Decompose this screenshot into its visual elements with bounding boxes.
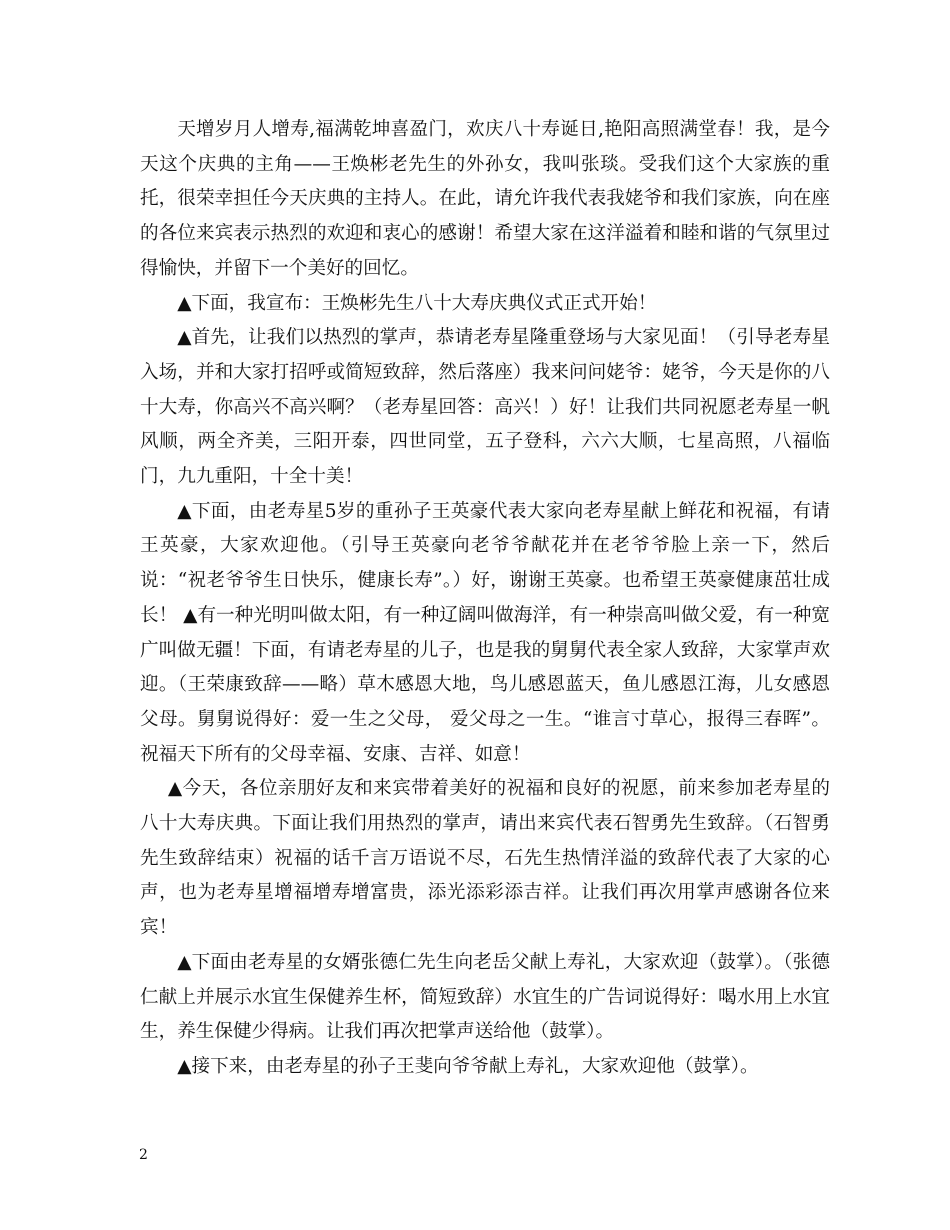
paragraph-opening: 天增岁月人增寿,福满乾坤喜盈门，欢庆八十寿诞日,艳阳高照满堂春！我，是今天这个庆典的主角——王焕彬老先生的外孙女，我叫张琰。受我们这个大家族的重托，很荣幸担任今天庆典的主持人。在此，请允许我代表我姥爷和我们家族，向在座的各位来宾表示热烈的欢迎和衷心的感谢！希望大家在这洋溢着和睦和谐的气氛里过得愉快，并留下一个美好的回忆。 [140,119,830,279]
paragraph-grandson-gift: ▲接下来，由老寿星的孙子王斐向爷爷献上寿礼，大家欢迎他（鼓掌）。 [177,1055,759,1077]
document-body [140,113,830,1085]
paragraph-elder-entrance: ▲首先，让我们以热烈的掌声，恭请老寿星隆重登场与大家见面！（引导老寿星入场，并和大家打招呼或简短致辞，然后落座）我来问问姥爷：姥爷，今天是你的八十大寿，你高兴不高兴啊？（老寿星回答：高兴！）好！让我们共同祝愿老寿星一帆风顺，两全齐美，三阳开泰，四世同堂，五子登科，六六大顺，七星高照，八福临门，九九重阳，十全十美！ [140,327,830,488]
page-number: 2 [139,1147,148,1163]
paragraph-announce-start: ▲下面，我宣布：王焕彬先生八十大寿庆典仪式正式开始！ [177,292,657,314]
paragraph-great-grandson-flowers: ▲下面，由老寿星5岁的重孙子王英豪代表大家向老寿星献上鲜花和祝福，有请王英豪，大家欢迎他。（引导王英豪向老爷爷献花并在老爷爷脸上亲一下，然后说：“祝老爷爷生日快乐，健康长寿”。）好，谢谢王英豪。也希望王英豪健康茁壮成长！ ▲有一种光明叫做太阳，有一种辽阔叫做海洋，有一种崇高叫做父爱，有一种宽广叫做无疆！下面，有请老寿星的儿子，也是我的舅舅代表全家人致辞，大家掌声欢迎。（王荣康致辞——略）草木感恩大地，鸟儿感恩蓝天，鱼儿感恩江海，儿女感恩父母。舅舅说得好：爱一生之父母， 爱父母之一生。“谁言寸草心，报得三春晖”。祝福天下所有的父母幸福、安康、吉祥、如意！ [140,500,830,765]
paragraph-son-in-law-gift: ▲下面由老寿星的女婿张德仁先生向老岳父献上寿礼，大家欢迎（鼓掌）。（张德仁献上并展示水宜生保健养生杯，简短致辞）水宜生的广告词说得好：喝水用上水宜生，养生保健少得病。让我们再次把掌声送给他（鼓掌）。 [140,951,830,1043]
paragraph-guest-speech: ▲今天，各位亲朋好友和来宾带着美好的祝福和良好的祝愿，前来参加老寿星的八十大寿庆典。下面让我们用热烈的掌声，请出来宾代表石智勇先生致辞。（石智勇先生致辞结束）祝福的话千言万语说不尽，石先生热情洋溢的致辞代表了大家的心声，也为老寿星增福增寿增富贵，添光添彩添吉祥。让我们再次用掌声感谢各位来宾！ [140,778,830,939]
